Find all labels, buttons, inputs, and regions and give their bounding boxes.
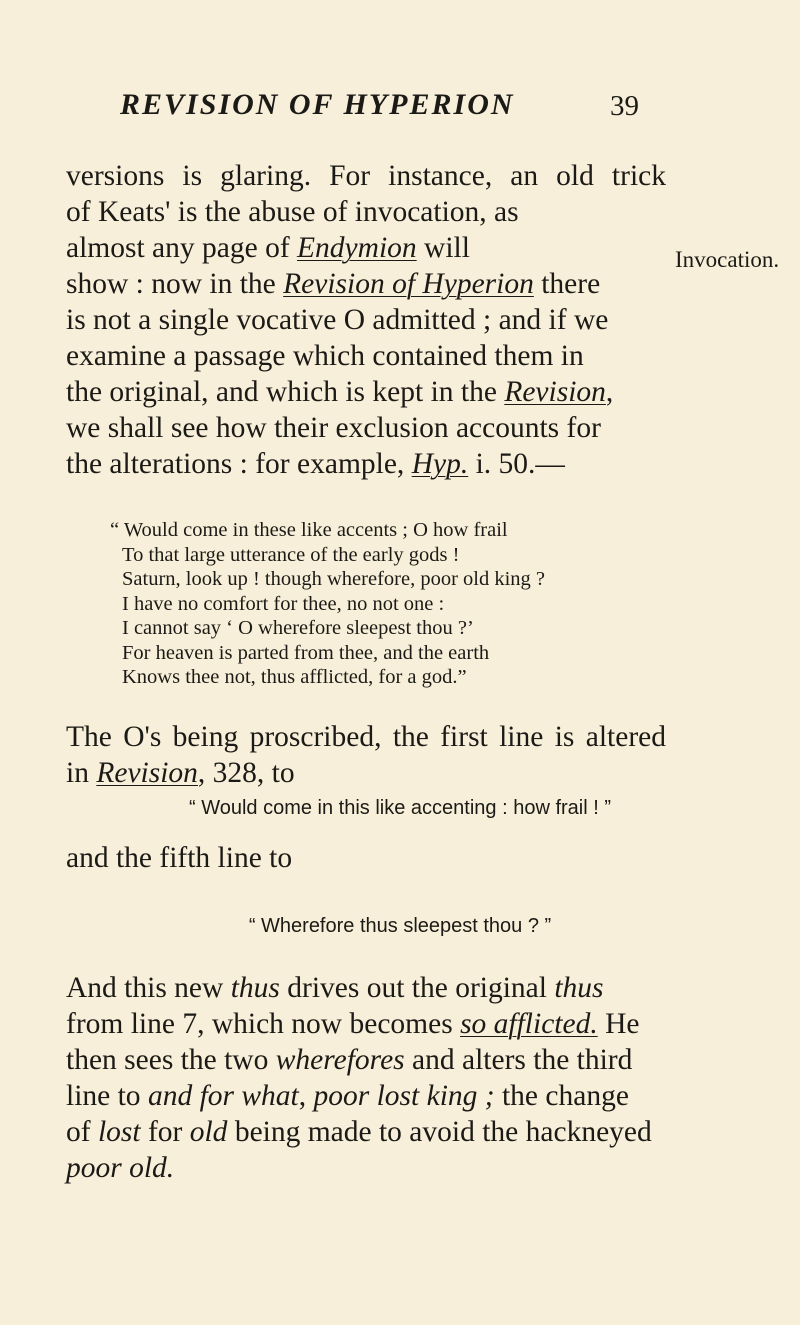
italic-title: Revision of Hyperion [283,268,534,300]
italic-title: Endymion [297,232,417,264]
text-line: examine a passage which contained them in [66,340,584,372]
paragraph-3 [66,840,666,876]
quote-line: To that large utterance of the early gods ! [122,543,460,566]
quoted-line-1: “ Would come in this like accenting : how frail ! ” [188,797,612,819]
text-line: The O's being proscribed, the first line is altered [66,721,666,753]
text-line: versions is glaring. For instance, an old trick [66,160,666,192]
italic-title: Revision [504,376,606,408]
text-line: then sees the two wherefores and alters the third [66,1044,633,1076]
text-line: is not a single vocative O admitted ; and if we [66,304,609,336]
italic-word: thus [554,972,604,1004]
italic-word: old [189,1116,228,1148]
quote-line: I have no comfort for thee, no not one : [122,592,445,615]
text-line: the original, and which is kept in the Revision, [66,376,614,408]
text-line: and the fifth line to [66,842,293,874]
page-number: 39 [610,90,639,122]
text-line: show : now in the Revision of Hyperion there [66,268,601,300]
italic-word: thus [230,972,280,1004]
quoted-line-2: “ Wherefore thus sleepest thou ? ” [248,915,552,937]
text-line: And this new thus drives out the original thus [66,972,604,1004]
text-line: in Revision, 328, to [66,757,295,789]
paragraph-1 [66,158,666,482]
quote-line: For heaven is parted from thee, and the earth [122,641,490,664]
quote-line: Knows thee not, thus afflicted, for a god.” [122,666,467,688]
text-line: line to and for what, poor lost king ; the change [66,1080,629,1112]
italic-title: Hyp. [411,448,469,480]
italic-word: poor lost king ; [313,1080,495,1112]
italic-word: so afflicted. [460,1008,598,1040]
page-header [0,88,800,138]
text-line: poor old. [66,1152,175,1184]
text-line: we shall see how their exclusion accounts for [66,412,601,444]
paragraph-2 [66,719,666,791]
margin-note: Invocation. [675,247,780,272]
text-line: the alterations : for example, Hyp. i. 50.— [66,448,565,480]
italic-word: lost [97,1116,141,1148]
running-title: REVISION OF HYPERION [120,88,515,121]
quote-line: Saturn, look up ! though wherefore, poor old king ? [122,568,546,590]
text-line: from line 7, which now becomes so afflicted. He [66,1008,640,1040]
text-line: of lost for old being made to avoid the hackneyed [66,1116,652,1148]
text-line: almost any page of Endymion will [66,232,470,264]
quote-line: I cannot say ‘ O wherefore sleepest thou ?’ [122,617,474,639]
italic-word: wherefores [275,1044,405,1076]
quote-line: “ Would come in these like accents ; O how frail [110,519,508,541]
italic-word: and for what [147,1080,299,1112]
text-line: of Keats' is the abuse of invocation, as [66,196,519,228]
italic-title: Revision [96,757,198,789]
paragraph-4 [66,970,666,1186]
block-quote-1 [110,518,710,690]
